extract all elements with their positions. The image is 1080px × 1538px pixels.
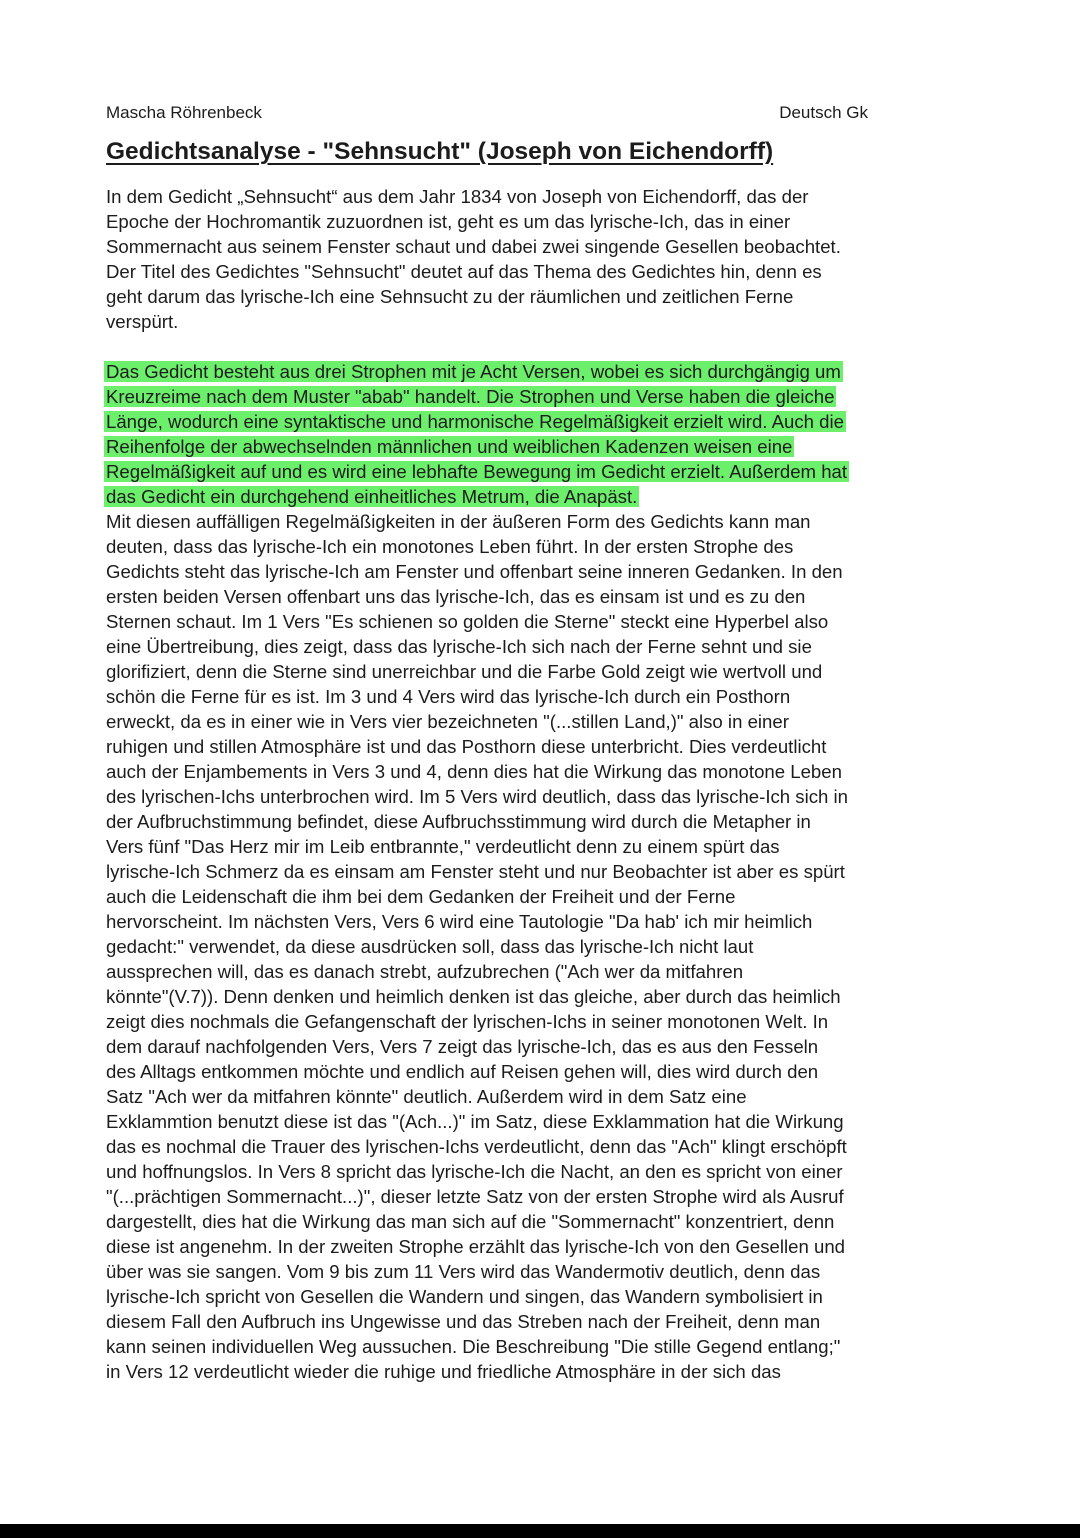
- text-line: [106, 1259, 986, 1284]
- text-line: [106, 684, 986, 709]
- text-line: [106, 934, 986, 959]
- text-line-content: Der Titel des Gedichtes "Sehnsucht" deutet auf das Thema des Gedichtes hin, denn es: [106, 261, 822, 282]
- text-line: [106, 909, 986, 934]
- text-line-content: über was sie sangen. Vom 9 bis zum 11 Vers wird das Wandermotiv deutlich, denn das: [106, 1261, 821, 1282]
- text-line: [106, 609, 986, 634]
- text-line: [106, 959, 986, 984]
- text-line-content: lyrische-Ich Schmerz da es einsam am Fenster steht und nur Beobachter ist aber es spürt: [106, 861, 845, 882]
- text-line: [106, 859, 986, 884]
- text-line-content: ersten beiden Versen offenbart uns das lyrische-Ich, das es einsam ist und es zu den: [106, 586, 806, 607]
- highlighted-text: Kreuzreime nach dem Muster "abab" handelt. Die Strophen und Verse haben die gleiche: [106, 386, 835, 407]
- text-line: [106, 184, 986, 209]
- text-line-content: gedacht:" verwendet, da diese ausdrücken soll, dass das lyrische-Ich nicht laut: [106, 936, 754, 957]
- text-line-content: diese ist angenehm. In der zweiten Strophe erzählt das lyrische-Ich von den Gesellen und: [106, 1236, 846, 1257]
- text-line: [106, 509, 986, 534]
- text-line: [106, 709, 986, 734]
- course-name: Deutsch Gk: [779, 103, 868, 122]
- text-line: [106, 409, 986, 434]
- text-line: [106, 534, 986, 559]
- highlighted-text: Regelmäßigkeit auf und es wird eine lebhafte Bewegung im Gedicht erzielt. Außerdem hat: [106, 461, 848, 482]
- text-line: [106, 284, 986, 309]
- text-line: [106, 434, 986, 459]
- text-line-content: verspürt.: [106, 311, 179, 332]
- text-line: [106, 1209, 986, 1234]
- text-line: [106, 984, 986, 1009]
- text-line-content: erweckt, da es in einer wie in Vers vier bezeichneten "(...stillen Land,)" also in einer: [106, 711, 789, 732]
- text-line-content: Exklammtion benutzt diese ist das "(Ach...)" im Satz, diese Exklammation hat die Wirkung: [106, 1111, 844, 1132]
- text-line-content: Sommernacht aus seinem Fenster schaut und dabei zwei singende Gesellen beobachtet.: [106, 236, 841, 257]
- text-line-content: geht darum das lyrische-Ich eine Sehnsucht zu der räumlichen und zeitlichen Ferne: [106, 286, 794, 307]
- text-line-content: könnte"(V.7)). Denn denken und heimlich denken ist das gleiche, aber durch das heimlich: [106, 986, 841, 1007]
- text-line: [106, 484, 986, 509]
- document-title: Gedichtsanalyse - "Sehnsucht" (Joseph von Eichendorff): [106, 138, 774, 165]
- text-line-content: dargestellt, dies hat die Wirkung das man sich auf die "Sommernacht" konzentriert, denn: [106, 1211, 835, 1232]
- text-line-content: Epoche der Hochromantik zuzuordnen ist, geht es um das lyrische-Ich, das in einer: [106, 211, 791, 232]
- intro-paragraph: [106, 184, 986, 334]
- text-line-content: des lyrischen-Ichs unterbrochen wird. Im 5 Vers wird deutlich, dass das lyrische-Ich sich in: [106, 786, 848, 807]
- text-line-content: eine Übertreibung, dies zeigt, dass das lyrische-Ich sich nach der Ferne sehnt und sie: [106, 636, 812, 657]
- document-content: [106, 100, 1006, 1384]
- highlighted-text: Reihenfolge der abwechselnden männlichen und weiblichen Kadenzen weisen eine: [106, 436, 793, 457]
- text-line: [106, 459, 986, 484]
- text-line-content: und hoffnungslos. In Vers 8 spricht das lyrische-Ich die Nacht, an den es spricht von einer: [106, 1161, 843, 1182]
- text-line: [106, 734, 986, 759]
- header-row: [106, 100, 868, 126]
- text-line-content: "(...prächtigen Sommernacht...)", dieser letzte Satz von der ersten Strophe wird als Ausruf: [106, 1186, 844, 1207]
- text-line-content: Satz "Ach wer da mitfahren könnte" deutlich. Außerdem wird in dem Satz eine: [106, 1086, 747, 1107]
- text-line-content: Mit diesen auffälligen Regelmäßigkeiten in der äußeren Form des Gedichts kann man: [106, 511, 811, 532]
- text-line-content: Vers fünf "Das Herz mir im Leib entbrannte," verdeutlicht denn zu einem spürt das: [106, 836, 780, 857]
- analysis-paragraph: [106, 509, 986, 1384]
- text-line-content: Gedichts steht das lyrische-Ich am Fenster und offenbart seine inneren Gedanken. In den: [106, 561, 843, 582]
- text-line: [106, 759, 986, 784]
- text-line: [106, 1284, 986, 1309]
- text-line: [106, 384, 986, 409]
- text-line-content: ruhigen und stillen Atmosphäre ist und das Posthorn diese unterbricht. Dies verdeutlicht: [106, 736, 827, 757]
- text-line: [106, 809, 986, 834]
- text-line: [106, 1109, 986, 1134]
- author-name: Mascha Röhrenbeck: [106, 103, 262, 122]
- text-line: [106, 1234, 986, 1259]
- highlighted-text: Das Gedicht besteht aus drei Strophen mit je Acht Versen, wobei es sich durchgängig um: [106, 361, 841, 382]
- text-line: [106, 884, 986, 909]
- text-line: [106, 1009, 986, 1034]
- text-line-content: zeigt dies nochmals die Gefangenschaft der lyrischen-Ichs in seiner monotonen Welt. In: [106, 1011, 829, 1032]
- text-line: [106, 1084, 986, 1109]
- text-line-content: Sternen schaut. Im 1 Vers "Es schienen so golden die Sterne" steckt eine Hyperbel also: [106, 611, 829, 632]
- highlighted-text: das Gedicht ein durchgehend einheitliches Metrum, die Anapäst.: [106, 486, 638, 507]
- highlighted-paragraph: [106, 359, 986, 509]
- text-line-content: In dem Gedicht „Sehnsucht“ aus dem Jahr 1834 von Joseph von Eichendorff, das der: [106, 186, 809, 207]
- text-line: [106, 784, 986, 809]
- text-line-content: hervorscheint. Im nächsten Vers, Vers 6 wird eine Tautologie "Da hab' ich mir heimlich: [106, 911, 813, 932]
- text-line: [106, 1184, 986, 1209]
- text-line: [106, 559, 986, 584]
- text-line-content: der Aufbruchstimmung befindet, diese Aufbruchsstimmung wird durch die Metapher in: [106, 811, 811, 832]
- text-line: [106, 234, 986, 259]
- text-line: [106, 1059, 986, 1084]
- text-line-content: in Vers 12 verdeutlicht wieder die ruhige und friedliche Atmosphäre in der sich das: [106, 1361, 781, 1382]
- text-line-content: glorifiziert, denn die Sterne sind unerreichbar und die Farbe Gold zeigt wie wertvoll und: [106, 661, 823, 682]
- text-line: [106, 309, 986, 334]
- text-line-content: kann seinen individuellen Weg aussuchen. Die Beschreibung "Die stille Gegend entlang;": [106, 1336, 841, 1357]
- text-line: [106, 584, 986, 609]
- text-line-content: schön die Ferne für es ist. Im 3 und 4 Vers wird das lyrische-Ich durch ein Posthorn: [106, 686, 791, 707]
- highlighted-text: Länge, wodurch eine syntaktische und harmonische Regelmäßigkeit erzielt wird. Auch die: [106, 411, 844, 432]
- text-line-content: das es nochmal die Trauer des lyrischen-Ichs verdeutlicht, denn das "Ach" klingt erschöpft: [106, 1136, 847, 1157]
- text-line-content: dem darauf nachfolgenden Vers, Vers 7 zeigt das lyrische-Ich, das es aus den Fesseln: [106, 1036, 819, 1057]
- text-line-content: auch der Enjambements in Vers 3 und 4, denn dies hat die Wirkung das monotone Leben: [106, 761, 842, 782]
- text-line-content: auch die Leidenschaft die ihm bei dem Gedanken der Freiheit und der Ferne: [106, 886, 736, 907]
- text-line: [106, 1134, 986, 1159]
- text-line-content: deuten, dass das lyrische-Ich ein monotones Leben führt. In der ersten Strophe des: [106, 536, 794, 557]
- text-line-content: aussprechen will, das es danach strebt, aufzubrechen ("Ach wer da mitfahren: [106, 961, 744, 982]
- text-line: [106, 1159, 986, 1184]
- text-line: [106, 659, 986, 684]
- text-line: [106, 359, 986, 384]
- text-line-content: des Alltags entkommen möchte und endlich auf Reisen gehen will, dies wird durch den: [106, 1061, 819, 1082]
- text-line: [106, 1309, 986, 1334]
- text-line: [106, 634, 986, 659]
- text-line: [106, 1359, 986, 1384]
- text-line-content: lyrische-Ich spricht von Gesellen die Wandern und singen, das Wandern symbolisiert in: [106, 1286, 823, 1307]
- text-line: [106, 1034, 986, 1059]
- text-line: [106, 834, 986, 859]
- text-line-content: diesem Fall den Aufbruch ins Ungewisse und das Streben nach der Freiheit, denn man: [106, 1311, 821, 1332]
- text-line: [106, 209, 986, 234]
- text-line: [106, 1334, 986, 1359]
- text-line: [106, 259, 986, 284]
